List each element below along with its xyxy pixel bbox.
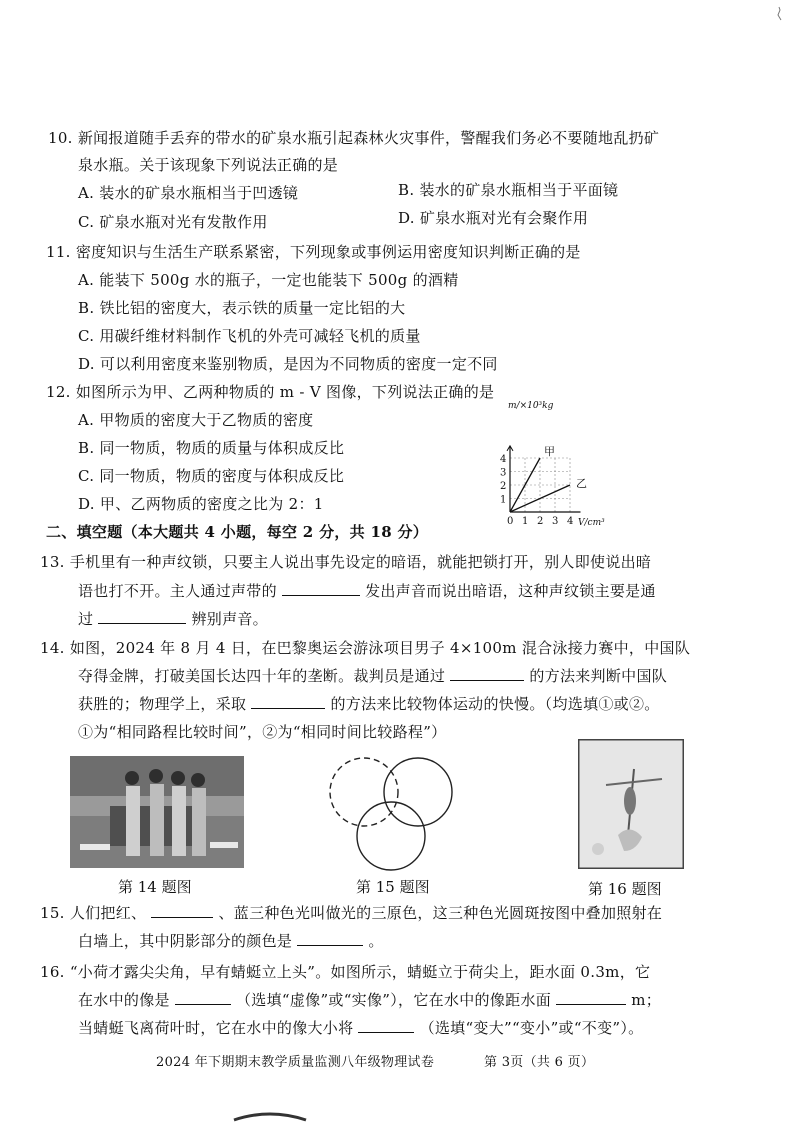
x-tick-label: 0 [507,516,514,526]
q16-text-d: 当蜻蜓飞离荷叶时，它在水中的像大小将 [78,1019,354,1037]
q13-text-a: 语也打不开。主人通过声带的 [78,582,277,600]
q16-stem-line3 [78,1018,643,1038]
q16-text-b: （选填“虚像”或“实像”），它在水中的像距水面 [235,991,552,1009]
q11-option-d: D. 可以利用密度来鉴别物质，是因为不同物质的密度一定不同 [78,355,498,373]
q16-blank-2[interactable] [556,990,626,1005]
series-label-1: 甲 [544,445,555,458]
q16-stem-line1: 16. “小荷才露尖尖角，早有蜻蜓立上头”。如图所示，蜻蜓立于荷尖上，距水面 0.3m，它 [40,963,651,981]
m-v-graph [488,398,628,526]
footer-exam-title: 2024 年下期期末教学质量监测八年级物理试卷 [156,1055,435,1070]
q10-option-d: D. 矿泉水瓶对光有会聚作用 [398,209,589,227]
q12-option-a: A. 甲物质的密度大于乙物质的密度 [78,411,314,429]
q14-blank-1[interactable] [450,666,524,681]
q12-option-b: B. 同一物质，物质的质量与体积成反比 [78,439,345,457]
q16-text-e: （选填“变大”“变小”或“不变”）。 [419,1019,644,1037]
q13-text-c: 过 [78,610,94,628]
y-tick-label: 3 [500,467,507,479]
q16-blank-3[interactable] [358,1018,414,1033]
q11-option-b: B. 铁比铝的密度大，表示铁的质量一定比铝的大 [78,299,406,317]
three-color-circles-figure [318,752,468,874]
q15-text-b: 、蓝三种色光叫做光的三原色，这三种色光圆斑按图中叠加照射在 [218,904,663,922]
figure15-caption: 第 15 题图 [356,878,430,896]
q16-text-a: 在水中的像是 [78,991,170,1009]
q12-option-d: D. 甲、乙两物质的密度之比为 2：1 [78,495,324,513]
bottom-edge-mark [230,1106,310,1122]
q14-text-c: 获胜的；物理学上，采取 [78,695,247,713]
q12-option-c: C. 同一物质，物质的密度与体积成反比 [78,467,345,485]
q14-stem-line3 [78,694,660,714]
x-tick-label: 3 [552,516,559,526]
series-label-2: 乙 [576,477,587,490]
q14-blank-2[interactable] [251,694,325,709]
q14-stem-line4: ①为“相同路程比较时间”，②为“相同时间比较路程”） [78,723,447,741]
relay-team-photo [70,756,244,868]
q15-blank-1[interactable] [151,903,213,918]
q15-stem-line2 [78,931,384,951]
figure16-caption: 第 16 题图 [588,880,662,898]
footer-page-number: 第 3页（共 6 页） [484,1055,595,1070]
y-axis-label: m/×10³kg [508,401,554,411]
q16-blank-1[interactable] [175,990,231,1005]
q11-option-a: A. 能装下 500g 水的瓶子，一定也能装下 500g 的酒精 [78,271,459,289]
x-tick-label: 1 [522,516,529,526]
q12-stem: 12. 如图所示为甲、乙两种物质的 m - V 图像，下列说法正确的是 [46,383,495,401]
q15-stem-line1 [40,903,662,923]
q10-stem-line2: 泉水瓶。关于该现象下列说法正确的是 [78,156,339,174]
q13-stem-line3 [78,609,268,629]
y-tick-label: 2 [500,481,507,492]
graph-grid [510,458,570,512]
x-axis-label: V/cm³ [578,518,605,526]
figure14-caption: 第 14 题图 [118,878,192,896]
q13-stem-line2 [78,581,656,601]
q14-stem-line1: 14. 如图，2024 年 8 月 4 日，在巴黎奥运会游泳项目男子 4×100m 混合泳接力赛中，中国队 [40,639,691,657]
q16-text-c: m； [631,991,662,1009]
graph-labels [500,401,605,526]
q14-text-d: 的方法来比较物体运动的快慢。（均选填①或②。 [330,695,660,713]
x-tick-label: 4 [567,516,574,526]
q16-stem-line2 [78,990,661,1010]
q15-blank-2[interactable] [297,931,363,946]
q10-option-b: B. 装水的矿泉水瓶相当于平面镜 [398,181,619,199]
q13-stem-line1: 13. 手机里有一种声纹锁，只要主人说出事先设定的暗语，就能把锁打开，别人即使说出暗 [40,553,652,571]
q11-stem: 11. 密度知识与生活生产联系紧密，下列现象或事例运用密度知识判断正确的是 [46,243,581,261]
q14-stem-line2 [78,666,667,686]
q10-option-a: A. 装水的矿泉水瓶相当于凹透镜 [78,184,299,202]
q14-text-a: 夺得金牌，打破美国长达四十年的垄断。裁判员是通过 [78,667,446,685]
section-heading-fill-blank: 二、填空题（本大题共 4 小题，每空 2 分，共 18 分） [46,523,429,541]
q15-text-a: 15. 人们把红、 [40,904,147,922]
q15-text-d: 。 [368,932,384,950]
q13-blank-2[interactable] [98,609,186,624]
q13-text-b: 发出声音而说出暗语，这种声纹锁主要是通 [365,582,656,600]
x-tick-label: 2 [537,516,544,526]
corner-mark [776,6,784,22]
y-tick-label: 4 [500,454,507,465]
q14-text-b: 的方法来判断中国队 [529,667,668,685]
q11-option-c: C. 用碳纤维材料制作飞机的外壳可减轻飞机的质量 [78,327,421,345]
q13-blank-1[interactable] [282,581,360,596]
q13-text-d: 辨别声音。 [191,610,268,628]
q15-text-c: 白墙上，其中阴影部分的颜色是 [78,932,293,950]
q10-option-c: C. 矿泉水瓶对光有发散作用 [78,213,268,231]
dragonfly-lotus-photo [578,739,684,869]
q10-stem-line1: 10. 新闻报道随手丢弃的带水的矿泉水瓶引起森林火灾事件，警醒我们务必不要随地乱扔矿 [48,129,660,147]
y-tick-label: 1 [500,494,507,506]
